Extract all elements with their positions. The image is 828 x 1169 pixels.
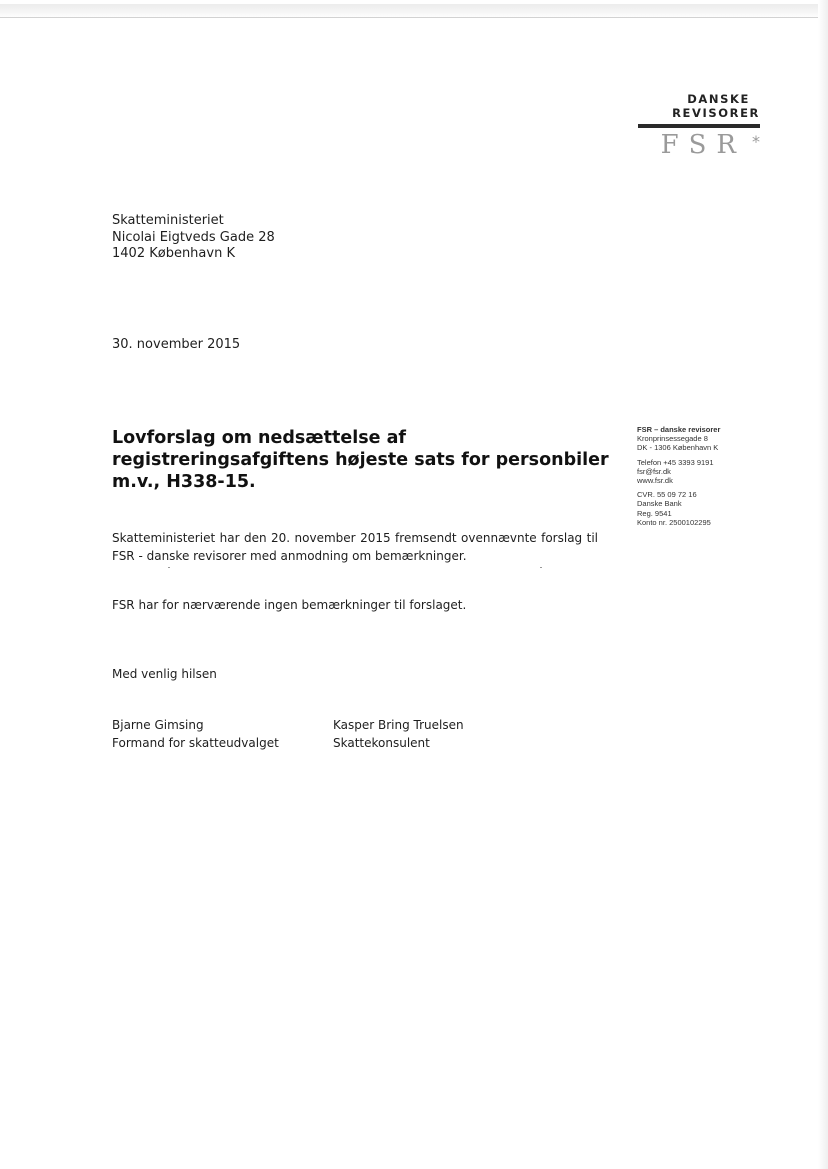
sender-info	[637, 425, 720, 532]
title-line-1: Lovforslag om nedsættelse af	[112, 428, 407, 448]
signature-2	[333, 716, 464, 752]
scan-right-shadow	[818, 0, 828, 1169]
sender-bank	[637, 490, 720, 527]
sender-cvr: CVR. 55 09 72 16	[637, 490, 697, 500]
sender-reg: Reg. 9541	[637, 508, 672, 518]
sender-city: DK - 1306 København K	[637, 443, 719, 453]
fsr-logo	[620, 92, 760, 162]
signature-1-role: Formand for skatteudvalget	[112, 736, 279, 750]
sender-bank-name: Danske Bank	[637, 499, 682, 509]
logo-bar	[638, 124, 760, 128]
scan-speck	[168, 567, 170, 568]
para1-line-2: FSR - danske revisorer med anmodning om bemærkninger.	[112, 548, 467, 563]
logo-line-danske: DANSKE	[687, 92, 750, 106]
scan-speck	[540, 567, 542, 568]
recipient-name: Skatteministeriet	[112, 213, 224, 228]
title-line-2: registreringsafgiftens højeste sats for personbiler	[112, 450, 609, 470]
body-paragraph-1	[112, 530, 598, 565]
sender-web: www.fsr.dk	[637, 476, 673, 486]
sender-org: FSR – danske revisorer	[637, 425, 721, 434]
recipient-street: Nicolai Eigtveds Gade 28	[112, 229, 275, 245]
sender-phone: Telefon +45 3393 9191	[637, 457, 714, 467]
sender-konto: Konto nr. 2500102295	[637, 517, 711, 527]
title-line-3: m.v., H338-15.	[112, 472, 256, 492]
logo-star-icon: *	[752, 132, 760, 151]
sender-street: Kronprinsessegade 8	[637, 434, 708, 444]
signature-1-name: Bjarne Gimsing	[112, 718, 204, 732]
signature-1	[112, 716, 279, 752]
signature-2-name: Kasper Bring Truelsen	[333, 718, 464, 732]
logo-line-revisorer: REVISORER	[672, 106, 760, 120]
logo-mark: FSR	[660, 130, 746, 160]
sender-email: fsr@fsr.dk	[637, 466, 671, 476]
sender-address	[637, 425, 720, 453]
closing-greeting: Med venlig hilsen	[112, 667, 217, 681]
recipient-city: 1402 København K	[112, 246, 235, 261]
body-paragraph-2: FSR har for nærværende ingen bemærkninger til forslaget.	[112, 598, 467, 612]
para1-line-1: Skatteministeriet har den 20. november 2015 fremsendt ovennævnte forslag til	[112, 531, 598, 545]
scan-top-shadow	[0, 4, 828, 18]
scan-top-edge	[0, 17, 818, 18]
sender-contact	[637, 458, 720, 486]
recipient-address	[112, 213, 275, 263]
letter-title	[112, 427, 609, 493]
letter-date: 30. november 2015	[112, 337, 241, 352]
signature-2-role: Skattekonsulent	[333, 736, 430, 750]
